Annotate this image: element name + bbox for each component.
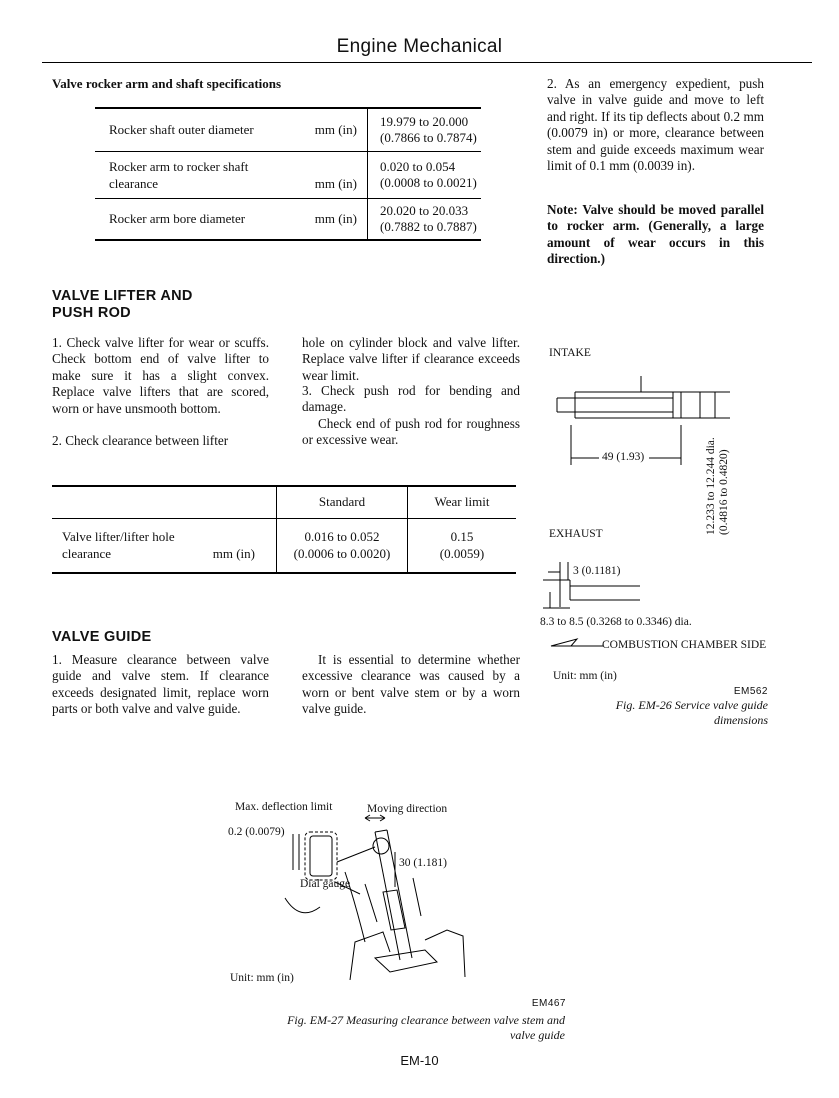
page-number: EM-10	[400, 1053, 439, 1068]
lifter-step-3: 3. Check push rod for bending and damage.	[302, 383, 520, 415]
valve-stem	[375, 830, 412, 960]
standard-value-in: (0.0006 to 0.0020)	[293, 546, 391, 562]
gauge-arm	[337, 847, 375, 862]
spec-value: 0.020 to 0.054	[380, 158, 456, 174]
fig27-unit: Unit: mm (in)	[230, 972, 294, 984]
fig26-unit: Unit: mm (in)	[553, 670, 617, 682]
fig26-code: EM562	[733, 686, 768, 697]
exhaust-guide-diagram	[540, 552, 650, 612]
max-deflection-label: Max. deflection limit	[235, 801, 333, 813]
spec-label-2: clearance	[109, 175, 159, 191]
exhaust-dia-label: 8.3 to 8.5 (0.3268 to 0.3346) dia.	[540, 616, 692, 628]
spec-unit: mm (in)	[314, 175, 357, 191]
spec-value-in: (0.7866 to 0.7874)	[380, 129, 477, 145]
table-row	[52, 486, 516, 518]
spec-label: Rocker shaft outer diameter	[109, 121, 254, 137]
header-rule	[42, 62, 812, 63]
lifter-step-1: 1. Check valve lifter for wear or scuffs. Check bottom end of valve lifter to make sure it has a slight convex. Replace valve lifters that are scored, worn or have unsmooth bottom.	[52, 335, 269, 416]
section-heading-lifter: VALVE LIFTER AND PUSH ROD	[52, 288, 193, 321]
lifter-unit: mm (in)	[212, 546, 255, 562]
fig27-code: EM467	[531, 998, 566, 1009]
dim-3-label: 3 (0.1181)	[573, 565, 621, 577]
combustion-side-label: COMBUSTION CHAMBER SIDE	[602, 639, 767, 651]
lifter-label: Valve lifter/lifter hole	[62, 529, 175, 545]
lifter-label-2: clearance	[62, 546, 112, 562]
wear-value: 0.15	[450, 529, 474, 545]
table-row	[95, 108, 481, 151]
valve-head	[375, 950, 437, 972]
intake-dia-label: 12.233 to 12.244 dia. (0.4816 to 0.4820)	[705, 437, 730, 535]
header-standard: Standard	[277, 486, 408, 518]
rocker-spec-table	[95, 107, 481, 241]
dial-gauge-face	[310, 836, 332, 876]
guide-step-1: 1. Measure clearance between valve guide and valve stem. If clearance exceeds designated limit, replace worn parts or both valve and valve guide.	[52, 652, 269, 717]
head-outline	[365, 878, 421, 922]
head-detail	[285, 872, 365, 942]
moving-direction-label: Moving direction	[367, 803, 448, 815]
spec-unit: mm (in)	[314, 210, 357, 226]
dial-gauge-label: Dial gauge	[300, 878, 351, 890]
fig26-caption: Fig. EM-26 Service valve guide dimensions	[615, 698, 768, 727]
fig27-caption: Fig. EM-27 Measuring clearance between valve stem and valve guide	[287, 1013, 565, 1042]
deflection-value-label: 0.2 (0.0079)	[228, 826, 285, 838]
spec-label: Rocker arm bore diameter	[109, 210, 246, 226]
section-heading-guide: VALVE GUIDE	[52, 629, 152, 645]
intake-label: INTAKE	[549, 347, 591, 359]
rocker-spec-title: Valve rocker arm and shaft specifications	[52, 76, 282, 91]
note-paragraph: Note: Valve should be moved parallel to rocker arm. (Generally, a large amount of wear occurs in this direction.)	[547, 202, 764, 267]
spec-label: Rocker arm to rocker shaft	[109, 158, 249, 174]
dim-30-label: 30 (1.181)	[399, 857, 447, 869]
table-row	[95, 151, 481, 198]
guide-paragraph: It is essential to determine whether excessive clearance was caused by a worn or bent valve stem or by a worn valve guide.	[302, 652, 520, 717]
spec-value-in: (0.0008 to 0.0021)	[380, 174, 477, 190]
lifter-step-2-cont: hole on cylinder block and valve lifter. Replace valve lifter if clearance exceeds wear limit.	[302, 335, 520, 383]
valve-measurement-diagram	[225, 812, 475, 980]
spec-value-in: (0.7882 to 0.7887)	[380, 218, 477, 234]
dim-49-label: 49 (1.93)	[602, 451, 645, 463]
table-row	[52, 518, 516, 573]
lifter-step-4: Check end of push rod for roughness or excessive wear.	[302, 416, 520, 448]
valve-guide	[383, 890, 405, 930]
spec-value: 19.979 to 20.000	[380, 113, 469, 129]
standard-value: 0.016 to 0.052	[304, 529, 380, 545]
emergency-paragraph: 2. As an emergency expedient, push valve in valve guide and move to left and right. If its tip deflects about 0.2 mm (0.0079 in) or more, clearance between stem and guide exceeds maximum wear limit of 0.1 mm (0.0039 in).	[547, 76, 764, 174]
table-row	[95, 198, 481, 240]
lifter-step-2: 2. Check clearance between lifter	[52, 433, 229, 448]
spec-unit: mm (in)	[314, 121, 357, 137]
page-header-title: Engine Mechanical	[336, 36, 503, 57]
wear-value-in: (0.0059)	[439, 546, 485, 562]
stem-tip	[373, 838, 389, 854]
spec-value: 20.020 to 20.033	[380, 202, 469, 218]
exhaust-label: EXHAUST	[549, 528, 603, 540]
lifter-clearance-table	[52, 485, 516, 574]
arrow-icon	[549, 636, 605, 650]
header-wear-limit: Wear limit	[434, 494, 490, 510]
dial-leader	[335, 882, 360, 894]
